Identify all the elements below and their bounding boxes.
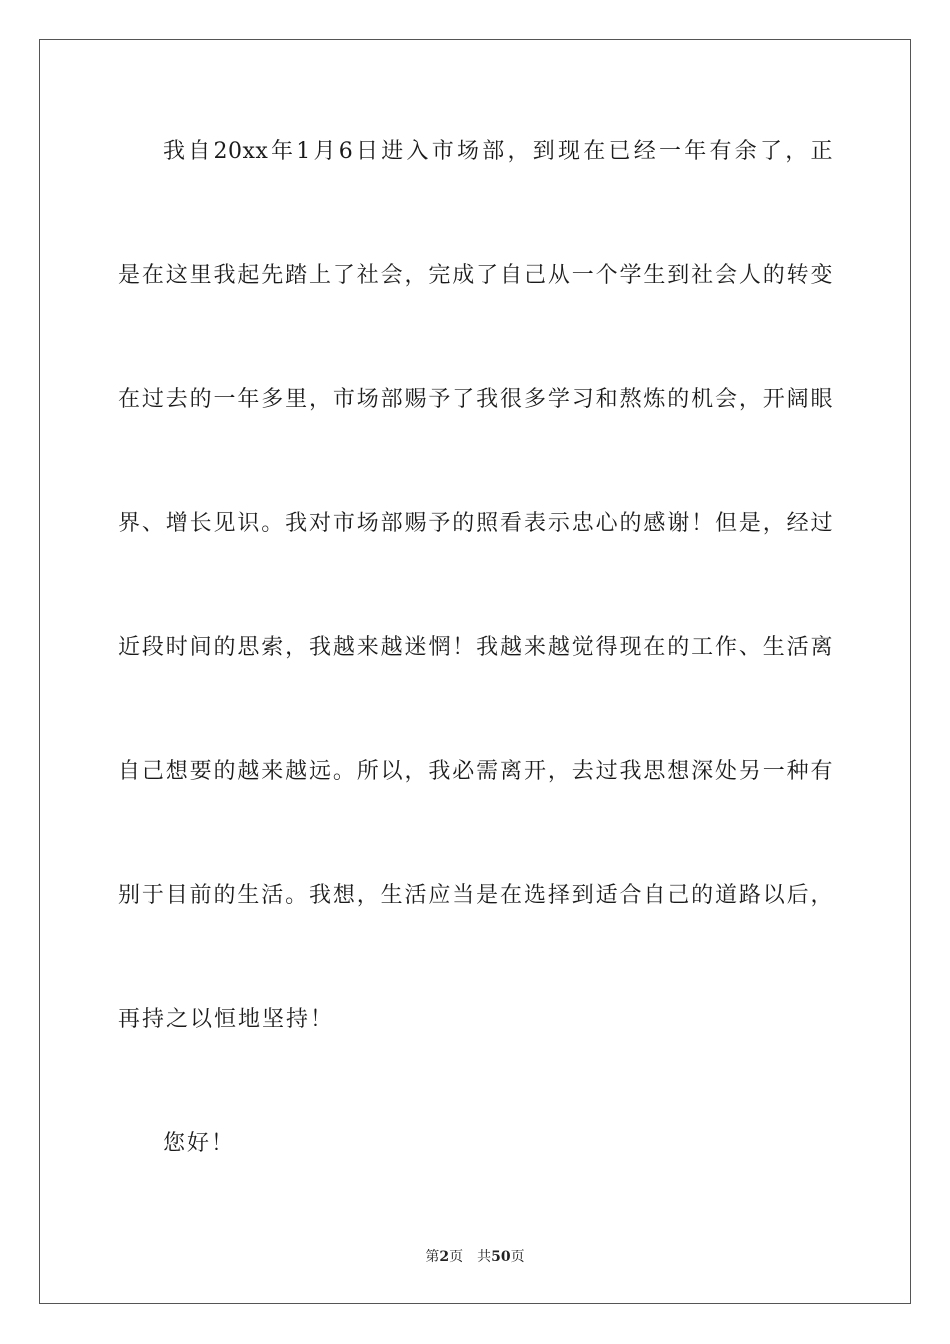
footer-page-prefix: 第 xyxy=(425,1249,440,1265)
greeting-line: 您好！ xyxy=(163,1131,236,1156)
footer-total-prefix: 共 xyxy=(477,1249,492,1265)
paragraph-line-1: 我自20xx年1月6日进入市场部，到现在已经一年有余了，正 xyxy=(163,139,833,164)
paragraph-line-5: 近段时间的思索，我越来越迷惘！我越来越觉得现在的工作、生活离 xyxy=(118,635,833,660)
footer-page-current: 2 xyxy=(439,1249,450,1265)
paragraph-line-6: 自己想要的越来越远。所以，我必需离开，去过我思想深处另一种有 xyxy=(118,759,833,784)
paragraph-line-2: 是在这里我起先踏上了社会，完成了自己从一个学生到社会人的转变 xyxy=(118,263,833,288)
paragraph-line-8: 再持之以恒地坚持！ xyxy=(118,1007,335,1032)
page-border xyxy=(39,39,911,1304)
paragraph-line-7: 别于目前的生活。我想，生活应当是在选择到适合自己的道路以后， xyxy=(118,883,833,908)
footer-page-total: 50 xyxy=(491,1249,511,1265)
page-number-footer xyxy=(0,1248,950,1266)
paragraph-line-3: 在过去的一年多里，市场部赐予了我很多学习和熬炼的机会，开阔眼 xyxy=(118,387,833,412)
footer-page-suffix: 页 xyxy=(449,1249,464,1265)
paragraph-line-4: 界、增长见识。我对市场部赐予的照看表示忠心的感谢！但是，经过 xyxy=(118,511,833,536)
footer-total-suffix: 页 xyxy=(510,1249,525,1265)
